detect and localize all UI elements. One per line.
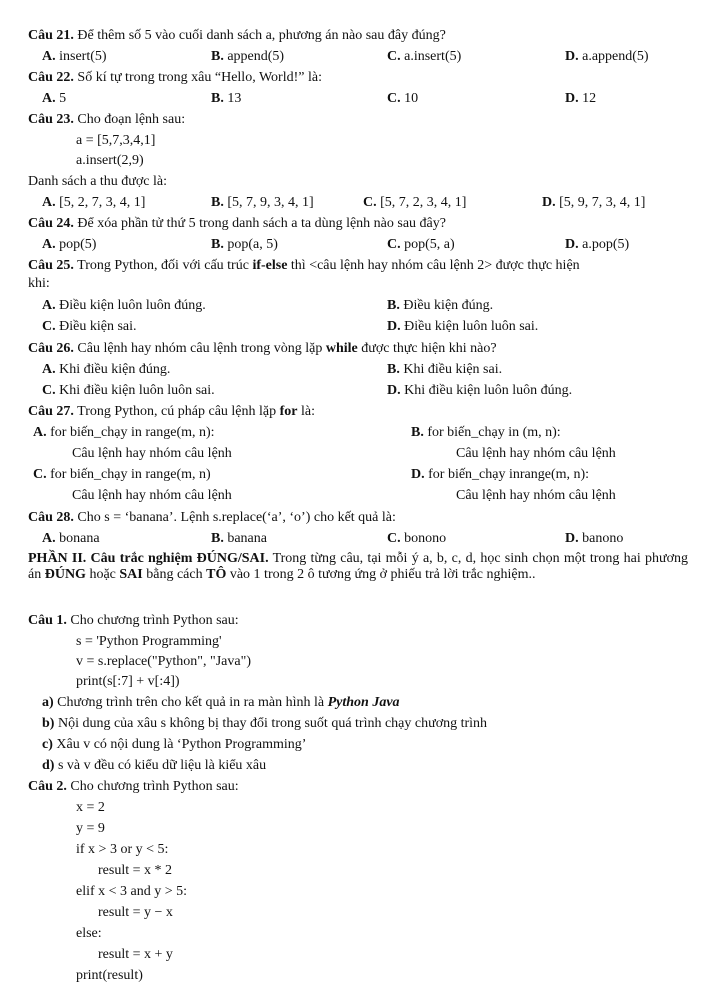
option-a-body: Câu lệnh hay nhóm câu lệnh xyxy=(72,446,232,461)
option-a[interactable]: A. pop(5) xyxy=(42,237,97,252)
code-line: result = y − x xyxy=(98,905,173,920)
option-b[interactable]: B. [5, 7, 9, 3, 4, 1] xyxy=(211,195,314,210)
question-text: Cho s = ‘banana’. Lệnh s.replace(‘a’, ‘o’) cho kết quả là: xyxy=(73,510,396,525)
question-text: Cho đoạn lệnh sau: xyxy=(73,112,186,127)
code-line: elif x < 3 and y > 5: xyxy=(76,884,188,899)
option-b[interactable]: B. banana xyxy=(211,531,267,546)
statement-b[interactable]: b) Nội dung của xâu s không bị thay đổi trong suốt quá trình chạy chương trình xyxy=(42,716,488,731)
code-line: print(result) xyxy=(76,968,143,983)
question-25: Câu 25. Trong Python, đối với cấu trúc if-else thì <câu lệnh hay nhóm câu lệnh 2> được thực hiện xyxy=(28,258,580,273)
option-c-body: Câu lệnh hay nhóm câu lệnh xyxy=(72,488,232,503)
code-line: result = x * 2 xyxy=(98,863,172,878)
option-a[interactable]: A. 5 xyxy=(42,91,67,106)
code-line: x = 2 xyxy=(76,800,105,815)
question-text: Cho chương trình Python sau: xyxy=(66,613,239,628)
option-a[interactable]: A. [5, 2, 7, 3, 4, 1] xyxy=(42,195,146,210)
option-a[interactable]: A. for biến_chạy in range(m, n): xyxy=(33,425,215,440)
statement-a[interactable]: a) Chương trình trên cho kết quả in ra màn hình là Python Java xyxy=(42,695,400,710)
question-27: Câu 27. Trong Python, cú pháp câu lệnh lặp for là: xyxy=(28,404,316,419)
option-d[interactable]: D. a.pop(5) xyxy=(565,237,630,252)
option-d[interactable]: D. Khi điều kiện luôn luôn đúng. xyxy=(387,383,573,398)
question-number: Câu 26. xyxy=(28,341,74,356)
question-prompt: Danh sách a thu được là: xyxy=(28,174,168,189)
option-c[interactable]: C. 10 xyxy=(387,91,419,106)
option-c[interactable]: C. bonono xyxy=(387,531,447,546)
option-b[interactable]: B. pop(a, 5) xyxy=(211,237,278,252)
question-number: Câu 22. xyxy=(28,70,74,85)
option-c[interactable]: C. a.insert(5) xyxy=(387,49,462,64)
question-number: Câu 2. xyxy=(28,779,67,794)
question-22 xyxy=(28,69,322,87)
code-line: y = 9 xyxy=(76,821,105,836)
question-text: Để xóa phần tử thứ 5 trong danh sách a ta dùng lệnh nào sau đây? xyxy=(73,216,446,231)
question-text: Để thêm số 5 vào cuối danh sách a, phương án nào sau đây đúng? xyxy=(73,28,446,43)
code-line: a.insert(2,9) xyxy=(76,153,144,168)
question-number: Câu 21. xyxy=(28,28,74,43)
code-line: print(s[:7] + v[:4]) xyxy=(76,674,180,689)
part-2-title: PHẦN II. Câu trắc nghiệm ĐÚNG/SAI. xyxy=(28,551,269,566)
option-d[interactable]: D. for biến_chạy inrange(m, n): xyxy=(411,467,590,482)
code-line: else: xyxy=(76,926,102,941)
option-d-body: Câu lệnh hay nhóm câu lệnh xyxy=(456,488,616,503)
option-b-body: Câu lệnh hay nhóm câu lệnh xyxy=(456,446,616,461)
question-number: Câu 27. xyxy=(28,404,74,419)
question-26: Câu 26. Câu lệnh hay nhóm câu lệnh trong vòng lặp while được thực hiện khi nào? xyxy=(28,341,497,356)
tf-question-1 xyxy=(28,612,239,630)
option-a[interactable]: A. insert(5) xyxy=(42,49,107,64)
option-c[interactable]: C. pop(5, a) xyxy=(387,237,455,252)
option-c[interactable]: C. for biến_chạy in range(m, n) xyxy=(33,467,211,482)
question-number: Câu 25. xyxy=(28,258,74,273)
option-c[interactable]: C. [5, 7, 2, 3, 4, 1] xyxy=(363,195,467,210)
statement-d[interactable]: d) s và v đều có kiểu dữ liệu là kiểu xâu xyxy=(42,758,267,773)
code-line: result = x + y xyxy=(98,947,173,962)
option-a[interactable]: A. bonana xyxy=(42,531,100,546)
option-b[interactable]: B. Điều kiện đúng. xyxy=(387,298,494,313)
part-2-instructions: PHẦN II. Câu trắc nghiệm ĐÚNG/SAI. Trong từng câu, tại mỗi ý a, b, c, d, học sinh chọn một trong hai phương án ĐÚNG hoặc SAI bằng cách TÔ vào 1 trong 2 ô tương ứng ở phiếu trả lời trắc nghiệm.. xyxy=(28,551,689,582)
question-number: Câu 1. xyxy=(28,613,67,628)
question-28 xyxy=(28,509,396,527)
question-24 xyxy=(28,215,446,233)
statement-c[interactable]: c) Xâu v có nội dung là ‘Python Programming’ xyxy=(42,737,307,752)
option-b[interactable]: B. append(5) xyxy=(211,49,285,64)
option-b[interactable]: B. Khi điều kiện sai. xyxy=(387,362,503,377)
option-d[interactable]: D. banono xyxy=(565,531,624,546)
option-d[interactable]: D. [5, 9, 7, 3, 4, 1] xyxy=(542,195,646,210)
option-a[interactable]: A. Điều kiện luôn luôn đúng. xyxy=(42,298,206,313)
question-text: Số kí tự trong trong xâu “Hello, World!” là: xyxy=(73,70,322,85)
code-line: v = s.replace("Python", "Java") xyxy=(76,654,251,669)
question-21 xyxy=(28,27,446,45)
question-text-cont: khi: xyxy=(28,276,50,291)
option-d[interactable]: D. Điều kiện luôn luôn sai. xyxy=(387,319,539,334)
question-23 xyxy=(28,111,185,129)
code-line: if x > 3 or y < 5: xyxy=(76,842,169,857)
question-number: Câu 28. xyxy=(28,510,74,525)
option-c[interactable]: C. Khi điều kiện luôn luôn sai. xyxy=(42,383,215,398)
option-a[interactable]: A. Khi điều kiện đúng. xyxy=(42,362,171,377)
option-c[interactable]: C. Điều kiện sai. xyxy=(42,319,137,334)
option-b[interactable]: B. 13 xyxy=(211,91,242,106)
option-b[interactable]: B. for biến_chạy in (m, n): xyxy=(411,425,561,440)
question-text: Cho chương trình Python sau: xyxy=(66,779,239,794)
question-number: Câu 23. xyxy=(28,112,74,127)
option-d[interactable]: D. 12 xyxy=(565,91,597,106)
option-d[interactable]: D. a.append(5) xyxy=(565,49,649,64)
code-line: s = 'Python Programming' xyxy=(76,634,222,649)
tf-question-2 xyxy=(28,778,239,796)
code-line: a = [5,7,3,4,1] xyxy=(76,133,156,148)
question-number: Câu 24. xyxy=(28,216,74,231)
